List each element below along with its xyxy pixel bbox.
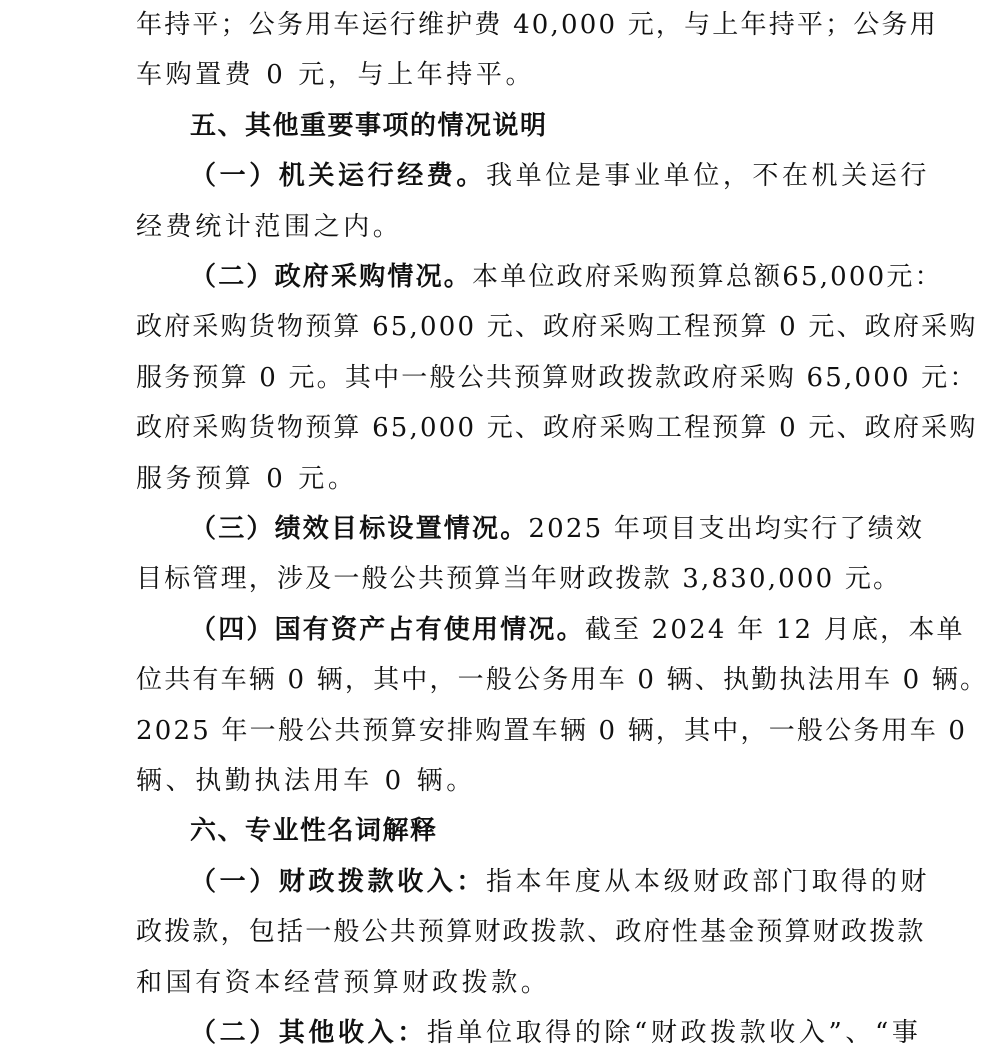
section5-item1-line-2: 经费统计范围之内。 <box>136 212 403 242</box>
section6-item1-text-1: 指本年度从本级财政部门取得的财 <box>486 867 931 897</box>
section5-item4-text-1: 截至 2024 年 12 月底，本单 <box>584 615 965 645</box>
section5-intro-line-1: 年持平；公务用车运行维护费 40,000 元，与上年持平；公务用 <box>136 10 938 40</box>
section5-item1-lead: （一）机关运行经费。 <box>190 161 487 191</box>
section6-item1-line-2: 政拨款，包括一般公共预算财政拨款、政府性基金预算财政拨款 <box>136 917 926 947</box>
section5-item4-lead: （四）国有资产占有使用情况。 <box>190 615 585 645</box>
section5-item4-line-4: 辆、执勤执法用车 0 辆。 <box>136 766 476 796</box>
section5-heading: 五、其他重要事项的情况说明 <box>190 111 548 141</box>
section5-item2-line-3: 服务预算 0 元。其中一般公共预算财政拨款政府采购 65,000 元： <box>136 363 978 393</box>
section5-intro-line-2: 车购置费 0 元，与上年持平。 <box>136 60 536 90</box>
section6-item1-line-1 <box>190 862 931 902</box>
section6-item1-lead: （一）财政拨款收入： <box>190 867 487 897</box>
section5-item3-text-1: 2025 年项目支出均实行了绩效 <box>528 514 925 544</box>
section6-item2-lead: （二）其他收入： <box>190 1018 427 1048</box>
section6-heading: 六、专业性名词解释 <box>190 816 438 846</box>
section5-item3-line-1 <box>190 509 925 549</box>
section5-item1-line-1 <box>190 156 931 196</box>
section5-item2-text-1: 本单位政府采购预算总额65,000元： <box>472 262 943 292</box>
section5-item2-line-1 <box>190 257 943 297</box>
section5-item4-line-3: 2025 年一般公共预算安排购置车辆 0 辆，其中，一般公务用车 0 <box>136 716 968 746</box>
section5-item2-line-2: 政府采购货物预算 65,000 元、政府采购工程预算 0 元、政府采购 <box>136 312 978 342</box>
section6-item2-text-1: 指单位取得的除“财政拨款收入”、“事 <box>426 1018 922 1048</box>
section5-item1-text-1: 我单位是事业单位，不在机关运行 <box>486 161 931 191</box>
section6-item2-line-1 <box>190 1013 922 1053</box>
section5-item2-lead: （二）政府采购情况。 <box>190 262 473 292</box>
section6-item1-line-3: 和国有资本经营预算财政拨款。 <box>136 968 551 998</box>
section5-item2-line-4: 政府采购货物预算 65,000 元、政府采购工程预算 0 元、政府采购 <box>136 413 978 443</box>
section5-item4-line-2: 位共有车辆 0 辆，其中，一般公务用车 0 辆、执勤执法用车 0 辆。 <box>136 665 989 695</box>
section5-item3-lead: （三）绩效目标设置情况。 <box>190 514 529 544</box>
section5-item2-line-5: 服务预算 0 元。 <box>136 464 358 494</box>
section5-item3-line-2: 目标管理，涉及一般公共预算当年财政拨款 3,830,000 元。 <box>136 564 902 594</box>
section5-item4-line-1 <box>190 610 965 650</box>
